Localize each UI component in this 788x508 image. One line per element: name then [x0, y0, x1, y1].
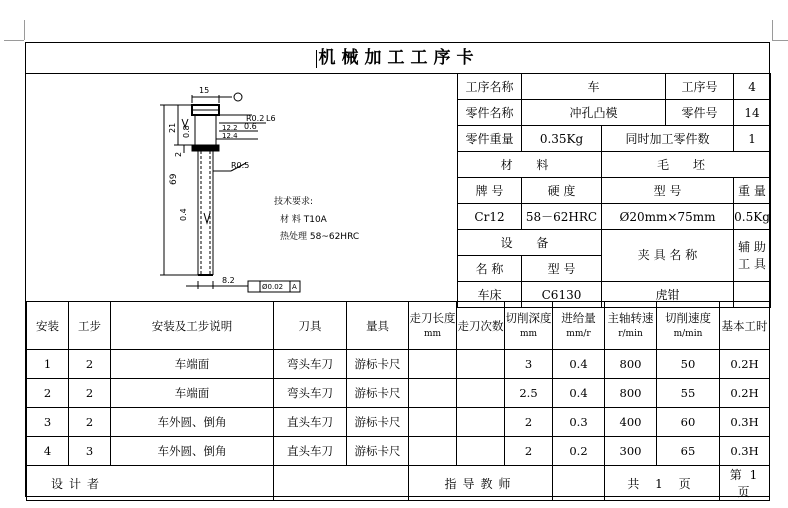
- equipment-label: 设 备: [458, 230, 602, 256]
- cell-spindle: 800: [605, 350, 657, 379]
- designer-label: 设计者: [27, 466, 274, 501]
- cell-gauge: 游标卡尺: [347, 437, 409, 466]
- cell-cut-depth: 2: [505, 408, 553, 437]
- equipment-model-label: 型 号: [522, 256, 602, 282]
- dim-21-label: 21: [168, 122, 177, 133]
- tech-req-heat: 热处理 58~62HRC: [280, 232, 360, 242]
- cell-tool: 弯头车刀: [274, 379, 347, 408]
- col-cut-depth-unit: mm: [519, 328, 538, 339]
- grade-label: 牌 号: [458, 178, 522, 204]
- cell-feed: 0.2: [553, 437, 605, 466]
- col-cut-depth-text: 切削深度: [505, 310, 552, 325]
- part-drawing: [26, 73, 458, 301]
- equipment-model-value: C6130: [522, 282, 602, 308]
- weight-label: 重 量: [734, 178, 771, 204]
- dim-2-label: 2: [174, 151, 183, 157]
- col-cut-speed-text: 切削速度: [665, 310, 711, 325]
- col-step: 工步: [69, 302, 111, 350]
- cell-install: 3: [27, 408, 69, 437]
- tech-req-material: 材 料 T10A: [280, 215, 327, 225]
- col-gauge: 量具: [347, 302, 409, 350]
- cell-passes: [457, 379, 505, 408]
- table-row: [27, 379, 770, 408]
- fixture-value: 虎钳: [602, 282, 734, 308]
- cell-feed: 0.4: [553, 379, 605, 408]
- fixture-label: 夹 具 名 称: [602, 230, 734, 282]
- process-no-label: 工序号: [666, 74, 734, 100]
- cell-gauge: 游标卡尺: [347, 379, 409, 408]
- advisor-value: [553, 466, 605, 501]
- cell-tool: 弯头车刀: [274, 350, 347, 379]
- cell-desc: 车端面: [111, 379, 274, 408]
- document-title-text: 机械加工工序卡: [318, 48, 480, 68]
- cell-install: 4: [27, 437, 69, 466]
- aux-tool-label: 辅 助 工 具: [734, 230, 771, 282]
- col-tool: 刀具: [274, 302, 347, 350]
- process-no-value: 4: [734, 74, 771, 100]
- cell-cut-depth: 2.5: [505, 379, 553, 408]
- cell-tool: 直头车刀: [274, 408, 347, 437]
- cell-spindle: 800: [605, 379, 657, 408]
- cell-cut-speed: 55: [657, 379, 720, 408]
- col-travel-len-text: 走刀长度: [409, 310, 456, 325]
- designer-value: [274, 466, 409, 501]
- info-table: [457, 73, 771, 308]
- part-weight-value: 0.35Kg: [522, 126, 602, 152]
- cell-desc: 车外圆、倒角: [111, 408, 274, 437]
- punch-drawing-svg: [26, 73, 456, 301]
- tech-req-heading: 技术要求:: [274, 197, 314, 207]
- dim-08-label: 0.8: [182, 125, 191, 138]
- cell-gauge: 游标卡尺: [347, 350, 409, 379]
- cell-step: 2: [69, 350, 111, 379]
- table-row: [27, 350, 770, 379]
- cell-travel-len: [409, 379, 457, 408]
- blank-weight-value: 0.5Kg: [734, 204, 771, 230]
- process-name-value: 车: [522, 74, 666, 100]
- total-pages: 共 1 页: [605, 466, 720, 501]
- cell-cut-speed: 65: [657, 437, 720, 466]
- simul-parts-label: 同时加工零件数: [602, 126, 734, 152]
- advisor-label: 指导教师: [409, 466, 553, 501]
- part-weight-label: 零件重量: [458, 126, 522, 152]
- dim-top-label: 15: [199, 86, 210, 95]
- dim-bottom-label: 8.2: [222, 276, 235, 285]
- dim-l6-label: L6: [266, 114, 276, 123]
- cell-cut-speed: 60: [657, 408, 720, 437]
- hardness-label: 硬 度: [522, 178, 602, 204]
- cell-step: 2: [69, 379, 111, 408]
- cell-base-time: 0.2H: [720, 350, 770, 379]
- equipment-name-value: 车床: [458, 282, 522, 308]
- dim-06-label: 0.6: [244, 122, 257, 131]
- equipment-name-label: 名 称: [458, 256, 522, 282]
- datum-label: A: [292, 283, 297, 291]
- part-no-label: 零件号: [666, 100, 734, 126]
- simul-parts-value: 1: [734, 126, 771, 152]
- part-name-value: 冲孔凸模: [522, 100, 666, 126]
- cell-cut-depth: 2: [505, 437, 553, 466]
- col-spindle-text: 主轴转速: [607, 310, 654, 325]
- cell-desc: 车端面: [111, 350, 274, 379]
- blank-label: 毛 坯: [602, 152, 771, 178]
- cell-passes: [457, 408, 505, 437]
- cell-gauge: 游标卡尺: [347, 408, 409, 437]
- operations-table: [26, 301, 770, 501]
- col-cut-depth: [505, 302, 553, 350]
- cell-feed: 0.4: [553, 350, 605, 379]
- cell-step: 2: [69, 408, 111, 437]
- cell-base-time: 0.2H: [720, 379, 770, 408]
- blank-model-value: Ø20mm×75mm: [602, 204, 734, 230]
- cell-step: 3: [69, 437, 111, 466]
- col-passes: 走刀次数: [457, 302, 505, 350]
- hardness-value: 58－62HRC: [522, 204, 602, 230]
- dim-height-label: 69: [169, 173, 179, 185]
- col-desc: 安装及工步说明: [111, 302, 274, 350]
- cell-cut-depth: 3: [505, 350, 553, 379]
- col-travel-len-unit: mm: [423, 328, 442, 339]
- col-feed: [553, 302, 605, 350]
- ops-header-row: [27, 302, 770, 350]
- col-feed-text: 进给量: [561, 310, 596, 325]
- col-spindle: [605, 302, 657, 350]
- col-cut-speed-unit: m/min: [673, 328, 703, 339]
- cell-travel-len: [409, 437, 457, 466]
- material-label: 材 料: [458, 152, 602, 178]
- cell-spindle: 400: [605, 408, 657, 437]
- cell-install: 1: [27, 350, 69, 379]
- document-title: [26, 43, 769, 74]
- col-feed-unit: mm/r: [566, 328, 591, 339]
- process-card-sheet: [25, 42, 770, 497]
- cell-passes: [457, 350, 505, 379]
- cell-feed: 0.3: [553, 408, 605, 437]
- col-base-time: 基本工时: [720, 302, 770, 350]
- model-label: 型 号: [602, 178, 734, 204]
- cell-travel-len: [409, 408, 457, 437]
- part-name-label: 零件名称: [458, 100, 522, 126]
- col-cut-speed: [657, 302, 720, 350]
- cell-base-time: 0.3H: [720, 437, 770, 466]
- text-cursor: [316, 50, 317, 68]
- col-install: 安装: [27, 302, 69, 350]
- dim-r02-label: R0.2: [246, 114, 265, 123]
- page-number: 第 1 页: [720, 466, 770, 501]
- dim-124-label: 12.4: [222, 132, 238, 140]
- dim-r05-label: R0.5: [231, 161, 250, 170]
- col-spindle-unit: r/min: [618, 328, 643, 339]
- cell-desc: 车外圆、倒角: [111, 437, 274, 466]
- cell-tool: 直头车刀: [274, 437, 347, 466]
- process-name-label: 工序名称: [458, 74, 522, 100]
- footer-row: [27, 466, 770, 501]
- tolerance-value: Ø0.02: [262, 283, 284, 291]
- cell-cut-speed: 50: [657, 350, 720, 379]
- grade-value: Cr12: [458, 204, 522, 230]
- dim-04-label: 0.4: [179, 208, 188, 221]
- cell-install: 2: [27, 379, 69, 408]
- cell-spindle: 300: [605, 437, 657, 466]
- table-row: [27, 437, 770, 466]
- cell-passes: [457, 437, 505, 466]
- dim-122-label: 12.2: [222, 124, 238, 132]
- table-row: [27, 408, 770, 437]
- col-travel-len: [409, 302, 457, 350]
- cell-travel-len: [409, 350, 457, 379]
- part-no-value: 14: [734, 100, 771, 126]
- cell-base-time: 0.3H: [720, 408, 770, 437]
